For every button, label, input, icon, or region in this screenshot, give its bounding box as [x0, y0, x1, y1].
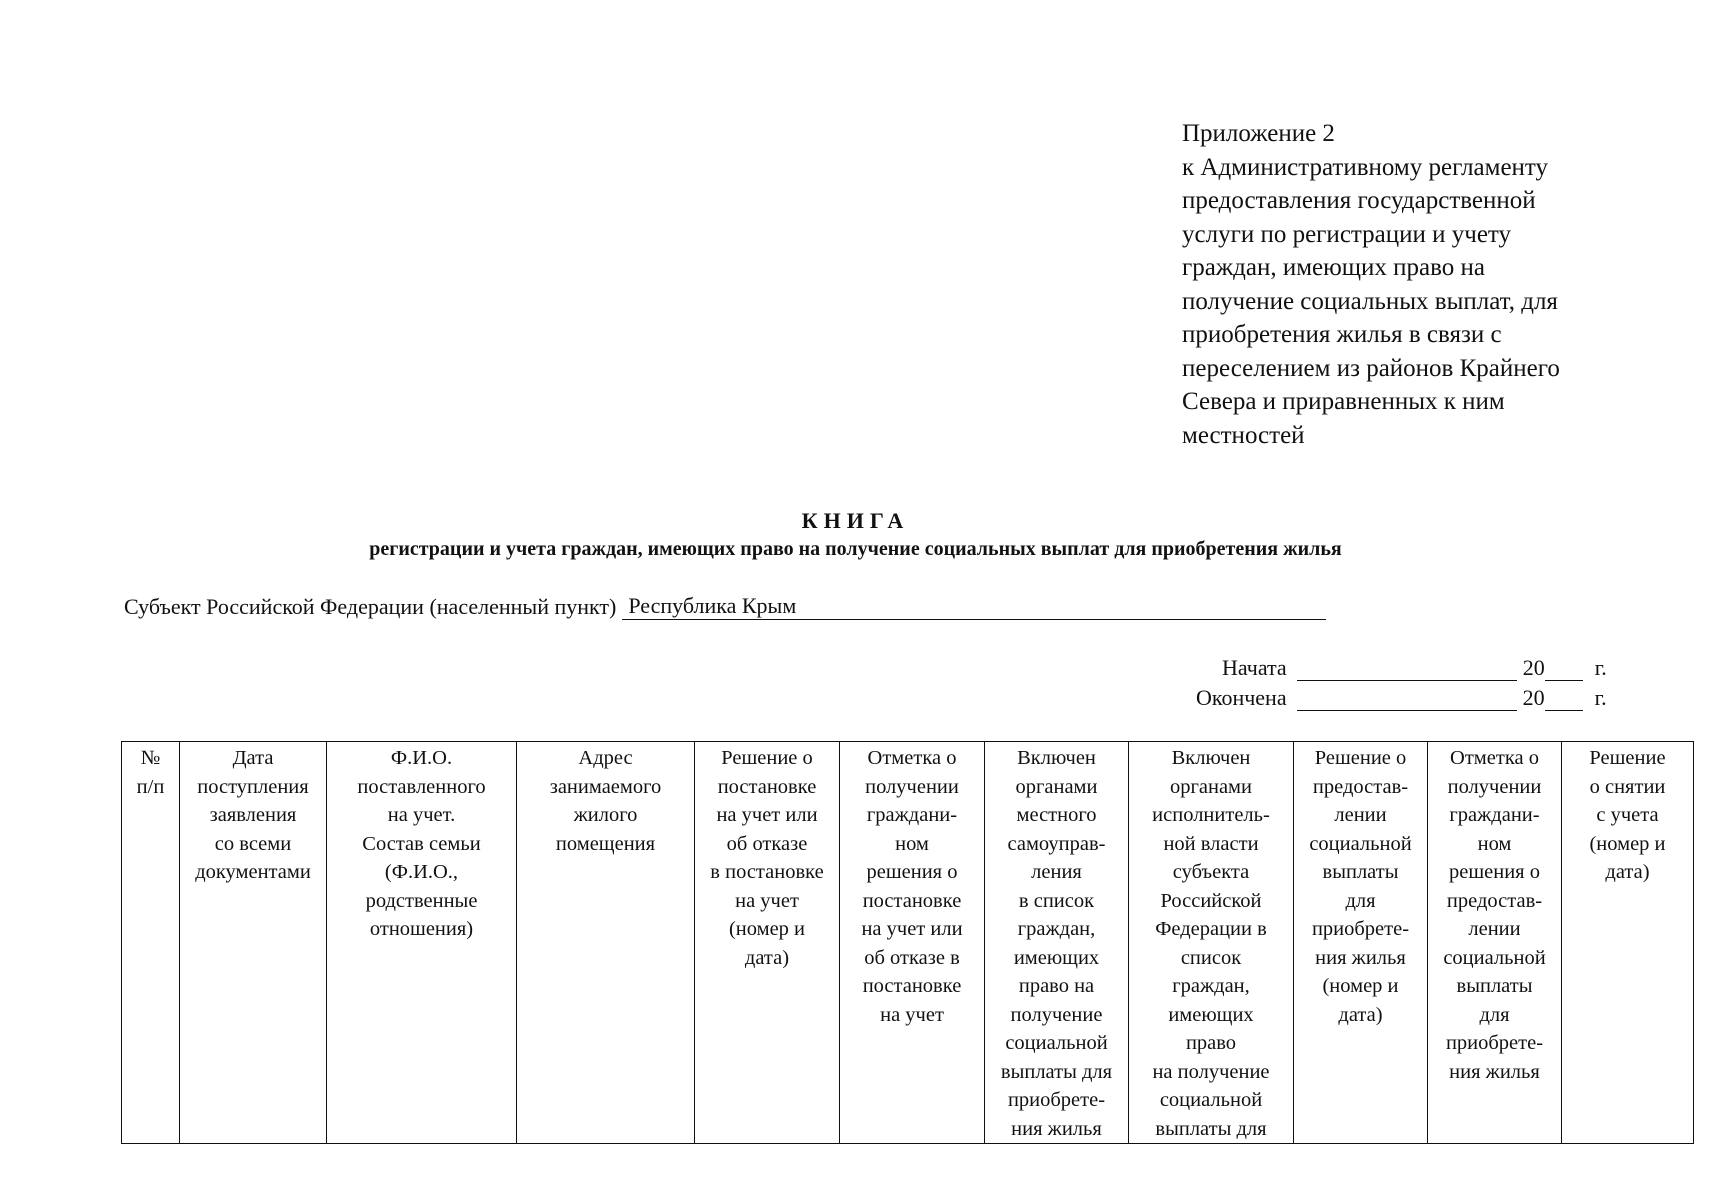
column-header-line: Решение о: [1314, 747, 1407, 769]
column-header-line: лении: [1334, 804, 1387, 826]
column-header: [517, 742, 695, 1144]
book-title: КНИГА: [801, 508, 910, 533]
ended-year-suffix: г.: [1594, 685, 1607, 710]
column-header-line: социальной: [1159, 1089, 1263, 1111]
ended-label: Окончена: [1196, 685, 1287, 710]
subject-value: Республика Крым: [622, 593, 1326, 620]
column-header-line: ния жилья: [1011, 1117, 1102, 1140]
column-header-line: в постановке: [710, 861, 824, 883]
ended-year-blank: [1545, 686, 1583, 711]
column-header-line: Федерации в: [1155, 918, 1267, 940]
ended-date-blank: [1297, 686, 1517, 711]
book-subtitle: регистрации и учета граждан, имеющих право на получение социальных выплат для приобретения жилья: [369, 538, 1342, 560]
annex-line: приобретения жилья в связи с: [1182, 321, 1502, 348]
column-header-line: отношения): [369, 918, 474, 940]
started-label: Начата: [1222, 655, 1287, 680]
annex-line: получение социальных выплат, для: [1182, 287, 1558, 315]
column-header-line: об отказе в: [864, 946, 960, 969]
column-header-line: ном: [895, 832, 929, 855]
column-header-line: местного: [1016, 804, 1097, 826]
column-header-line: Решение о: [721, 747, 813, 769]
column-header-line: постановке: [862, 889, 962, 912]
column-header-line: дата): [1605, 861, 1650, 883]
column-header-line: лении: [1468, 918, 1521, 940]
column-header-line: Отметка о: [1450, 747, 1539, 769]
column-header-line: на учет: [880, 1003, 944, 1026]
column-header-line: в список: [1018, 889, 1095, 912]
column-header-line: выплаты: [1456, 975, 1533, 997]
column-header-line: органами: [1015, 775, 1098, 798]
column-header-line: для: [1345, 889, 1376, 912]
column-header-line: выплаты для: [1155, 1117, 1267, 1140]
column-header-line: ной власти: [1163, 832, 1259, 855]
column-header: [1562, 742, 1694, 1144]
annex-line: услуги по регистрации и учету: [1182, 220, 1512, 248]
annex-line: граждан, имеющих право на: [1182, 254, 1486, 281]
column-header-line: социальной: [1005, 1032, 1108, 1054]
column-header-line: органами: [1169, 775, 1253, 798]
annex-header: [1182, 117, 1652, 452]
subject-label: Субъект Российской Федерации (населенный пункт): [124, 594, 617, 619]
column-header-line: Отметка о: [867, 747, 957, 769]
column-header-line: (номер и: [1322, 975, 1399, 997]
annex-line: местностей: [1182, 421, 1305, 449]
column-header-line: выплаты для: [1000, 1060, 1113, 1083]
column-header-line: на учет.: [387, 804, 456, 826]
column-header-line: приобрете-: [1007, 1089, 1106, 1111]
column-header-line: имеющих: [1013, 946, 1100, 969]
column-header-line: о снятии: [1589, 775, 1666, 798]
column-header-line: (номер и: [1589, 832, 1666, 855]
column-header: [1294, 742, 1428, 1144]
annex-line: предоставления государственной: [1182, 187, 1536, 214]
column-header-line: приобрете-: [1445, 1032, 1544, 1054]
column-header: [1129, 742, 1294, 1144]
column-header-line: приобрете-: [1311, 918, 1410, 940]
column-header-line: Ф.И.О.: [390, 747, 453, 769]
column-header-line: ния жилья: [1449, 1060, 1540, 1083]
column-header-line: предостав-: [1312, 775, 1409, 798]
column-header-line: Решение: [1589, 747, 1666, 769]
column-header-line: об отказе: [726, 832, 808, 855]
column-header-line: выплаты: [1322, 861, 1399, 883]
column-header-line: социальной: [1309, 832, 1412, 855]
column-header-line: жилого: [573, 804, 638, 826]
column-header-line: дата): [744, 946, 790, 969]
column-header-line: Дата: [232, 747, 274, 769]
column-header-line: п/п: [136, 775, 165, 798]
column-header-line: для: [1479, 1003, 1510, 1026]
annex-line: переселением из районов Крайнего: [1182, 354, 1560, 382]
column-header-line: получение: [1010, 1003, 1103, 1026]
column-header-line: Состав семьи: [362, 832, 481, 855]
column-header-line: ном: [1477, 832, 1512, 855]
started-year-suffix: г.: [1594, 655, 1607, 680]
column-header-line: на получение: [1152, 1060, 1270, 1083]
column-header-line: решения о: [866, 861, 958, 883]
column-header-line: список: [1180, 946, 1242, 969]
column-header-line: дата): [1338, 1003, 1383, 1026]
started-date-blank: [1297, 656, 1517, 681]
column-header-line: (Ф.И.О.,: [384, 861, 459, 883]
column-header-line: субъекта: [1172, 861, 1250, 883]
column-header-line: Включен: [1017, 747, 1096, 769]
column-header-line: получении: [865, 775, 959, 798]
column-header: [985, 742, 1129, 1144]
column-header-line: занимаемого: [549, 775, 662, 798]
column-header-line: с учета: [1596, 804, 1659, 826]
started-year-blank: [1545, 656, 1583, 681]
column-header-line: право: [1185, 1032, 1237, 1054]
column-header-line: на учет или: [861, 918, 963, 940]
started-date-row: [1222, 655, 1607, 681]
register-table: [121, 741, 1694, 1144]
column-header-line: право на: [1018, 975, 1095, 997]
column-header-line: ления: [1031, 861, 1082, 883]
column-header: [840, 742, 985, 1144]
column-header-line: ния жилья: [1315, 946, 1406, 969]
column-header: [695, 742, 840, 1144]
table-header-row: [122, 742, 1694, 1144]
column-header-line: Включен: [1171, 747, 1251, 769]
column-header: [327, 742, 517, 1144]
column-header-line: помещения: [555, 832, 656, 855]
column-header-line: исполнитель-: [1152, 804, 1270, 826]
column-header: [1428, 742, 1562, 1144]
column-header-line: на учет: [735, 889, 799, 912]
column-header-line: Адрес: [578, 747, 633, 769]
annex-line: к Административному регламенту: [1182, 153, 1549, 181]
annex-line: Севера и приравненных к ним: [1182, 388, 1505, 415]
column-header-line: документами: [195, 861, 311, 883]
column-header-line: со всеми: [214, 832, 292, 855]
column-header-line: на учет или: [716, 804, 818, 826]
column-header-line: граждан,: [1017, 918, 1096, 940]
column-header-line: №: [140, 747, 161, 769]
column-header: [180, 742, 327, 1144]
ended-year-prefix: 20: [1522, 685, 1545, 710]
ended-date-row: [1196, 685, 1607, 711]
column-header-line: граждан,: [1172, 975, 1250, 997]
column-header-line: получении: [1447, 775, 1542, 798]
subject-field: [124, 593, 1326, 620]
column-header-line: постановке: [862, 975, 962, 997]
column-header-line: граждани-: [1449, 804, 1540, 826]
column-header: [122, 742, 180, 1144]
column-header-line: постановке: [717, 775, 817, 798]
column-header-line: родственные: [365, 889, 478, 912]
column-header-line: социальной: [1443, 946, 1546, 969]
column-header-line: решения о: [1449, 861, 1540, 883]
column-header-line: (номер и: [728, 918, 806, 940]
column-header-line: предостав-: [1446, 889, 1543, 912]
column-header-line: самоуправ-: [1007, 832, 1106, 855]
column-header-line: имеющих: [1168, 1003, 1254, 1026]
column-header-line: поступления: [197, 775, 309, 798]
column-header-line: заявления: [209, 804, 297, 826]
column-header-line: поставленного: [357, 775, 486, 798]
started-year-prefix: 20: [1522, 655, 1545, 680]
column-header-line: граждани-: [866, 804, 958, 826]
annex-line: Приложение 2: [1182, 120, 1335, 147]
column-header-line: Российской: [1160, 889, 1262, 912]
